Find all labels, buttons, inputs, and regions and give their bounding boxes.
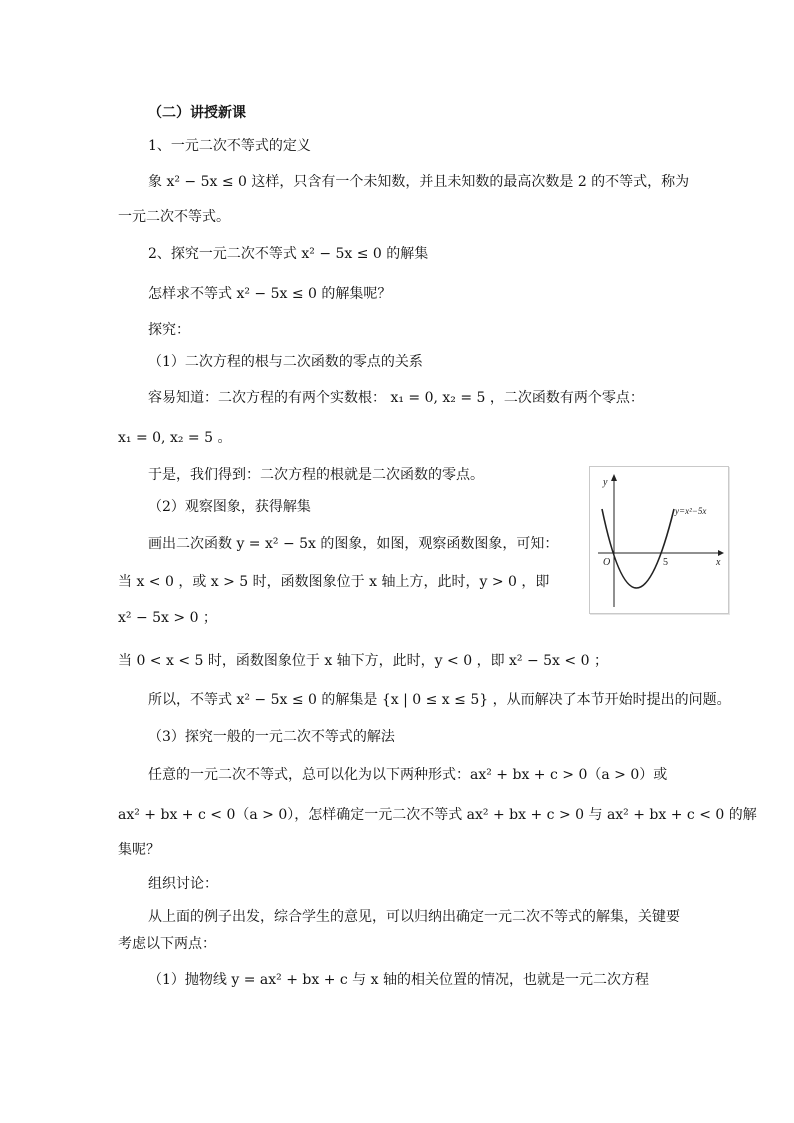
y-axis-label: y [603,477,608,488]
case2-line: 当 0 < x < 5 时，函数图象位于 x 轴下方，此时，y < 0 ，即 x² − 5x < 0 ； [118,653,608,669]
curve-label: y=x²−5x [675,506,707,516]
tick-5-label: 5 [663,557,668,568]
case1-line1: 当 x < 0 ，或 x > 5 时，函数图象位于 x 轴上方，此时，y > 0 ，即 [118,574,550,590]
discussion-label: 组织讨论： [148,876,218,892]
conclusion-line: 于是，我们得到：二次方程的根就是二次函数的零点。 [148,467,484,483]
subsection-3-title: （3）探究一般的一元二次不等式的解法 [148,729,395,745]
explore-label: 探究： [148,322,190,338]
discussion-line2: 考虑以下两点： [118,936,216,952]
y-axis-arrow [611,474,617,481]
origin-label: O [603,557,611,568]
general-form-line1: 任意的一元二次不等式，总可以化为以下两种形式：ax² + bx + c > 0（a > 0）或 [148,767,668,783]
general-form-line3: 集呢？ [118,842,160,858]
parabola-curve [602,509,674,588]
s2-title: 2、探究一元二次不等式 x² − 5x ≤ 0 的解集 [148,246,429,262]
solution-set-line: 所以，不等式 x² − 5x ≤ 0 的解集是 {x | 0 ≤ x ≤ 5} ，从而解决了本节开始时提出的问题。 [148,692,731,708]
question-line: 怎样求不等式 x² − 5x ≤ 0 的解集呢？ [148,286,392,302]
point-1-line: （1）抛物线 y = ax² + bx + c 与 x 轴的相关位置的情况，也就是一元二次方程 [148,972,649,988]
subsection-1-title: （1）二次方程的根与二次函数的零点的关系 [148,354,423,370]
subsection-2-title: （2）观察图象，获得解集 [148,499,311,515]
s1-paragraph-line1: 象 x² − 5x ≤ 0 这样，只含有一个未知数，并且未知数的最高次数是 2 的不等式，称为 [148,174,690,190]
draw-line: 画出二次函数 y = x² − 5x 的图象，如图，观察函数图象，可知： [148,536,559,552]
roots-line1: 容易知道：二次方程的有两个实数根： x₁ = 0, x₂ = 5 ，二次函数有两个零点： [148,390,644,406]
general-form-line2: ax² + bx + c < 0（a > 0），怎样确定一元二次不等式 ax² + bx + c > 0 与 ax² + bx + c < 0 的解 [118,807,757,823]
section-heading: （二）讲授新课 [148,105,246,121]
discussion-line1: 从上面的例子出发，综合学生的意见，可以归纳出确定一元二次不等式的解集，关键要 [148,909,680,925]
parabola-graph [589,466,729,614]
x-axis-label: x [716,557,721,568]
s1-title: 1、一元二次不等式的定义 [148,138,311,154]
x-axis-arrow [718,550,724,556]
s1-paragraph-line2: 一元二次不等式。 [118,209,230,225]
roots-line2: x₁ = 0, x₂ = 5 。 [118,430,232,446]
case1-line2: x² − 5x > 0 ； [118,610,217,626]
